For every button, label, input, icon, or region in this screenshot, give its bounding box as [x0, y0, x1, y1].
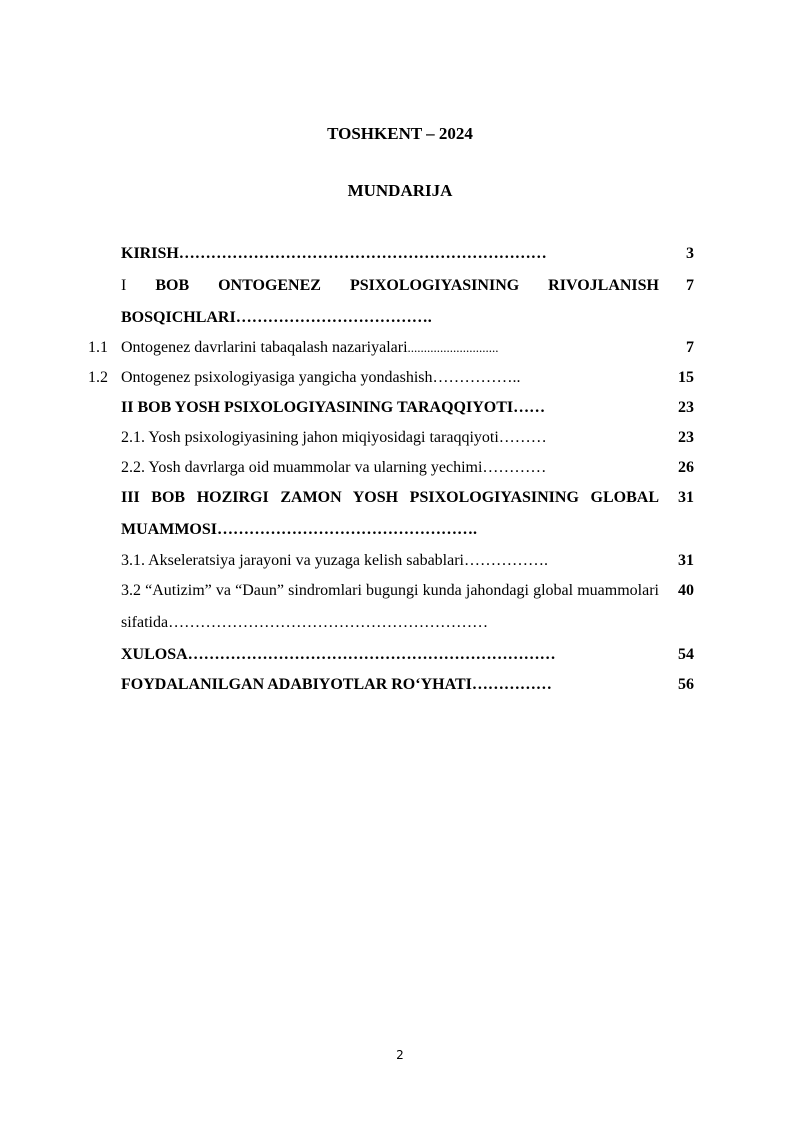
toc-page-number: 23 [678, 429, 694, 446]
toc-entry-text: XULOSA…………………………………………………………… [121, 646, 556, 663]
toc-entry-text [121, 338, 659, 358]
toc-leader-dots: ............................ [407, 340, 499, 355]
toc-page-number: 56 [678, 676, 694, 693]
toc-page-number: 7 [686, 277, 694, 294]
toc-page-number: 31 [678, 489, 694, 506]
toc-page-number: 7 [686, 339, 694, 356]
toc-entry-prefix: I [121, 277, 156, 294]
toc-entry-text: KIRISH…………………………………………………………… [121, 245, 547, 262]
toc-entry-text: III BOB HOZIRGI ZAMON YOSH PSIXOLOGIYASINING GLOBAL MUAMMOSI…………………………………………. [121, 489, 659, 538]
toc-entry-text: 3.2 “Autizim” va “Daun” sindromlari bugungi kunda jahondagi global muammolari sifatida…………………………………………………… [121, 582, 659, 631]
toc-entry-text: 3.1. Akseleratsiya jarayoni va yuzaga kelish sabablari……………. [121, 552, 548, 569]
toc-section-number: 1.2 [88, 369, 108, 386]
toc-page-number: 26 [678, 459, 694, 476]
toc-page-number: 31 [678, 552, 694, 569]
toc-page-number: 3 [686, 245, 694, 262]
toc-page-number: 15 [678, 369, 694, 386]
toc-section-number: 1.1 [88, 339, 108, 356]
toc-entry-text: FOYDALANILGAN ADABIYOTLAR RO‘YHATI…………… [121, 676, 552, 693]
toc-page-number: 40 [678, 582, 694, 599]
toc-entry-text [121, 270, 659, 334]
toc-page-number: 54 [678, 646, 694, 663]
toc-entry-title: Ontogenez davrlarini tabaqalash nazariyalari [121, 339, 408, 356]
toc-entry-title: BOB ONTOGENEZ PSIXOLOGIYASINING RIVOJLANISH BOSQICHLARI………………………………. [121, 277, 659, 326]
toc-entry-text: II BOB YOSH PSIXOLOGIYASINING TARAQQIYOTI…… [121, 399, 546, 416]
toc-entry-text: 2.2. Yosh davrlarga oid muammolar va ularning yechimi………… [121, 459, 547, 476]
city-year-heading: TOSHKENT – 2024 [327, 124, 473, 143]
toc-entry-text: 2.1. Yosh psixologiyasining jahon miqiyosidagi taraqqiyoti……… [121, 429, 547, 446]
page-number: 2 [396, 1048, 404, 1062]
toc-entry-text: Ontogenez psixologiyasiga yangicha yondashish…………….. [121, 369, 521, 386]
toc-page-number: 23 [678, 399, 694, 416]
toc-title: MUNDARIJA [347, 181, 453, 200]
